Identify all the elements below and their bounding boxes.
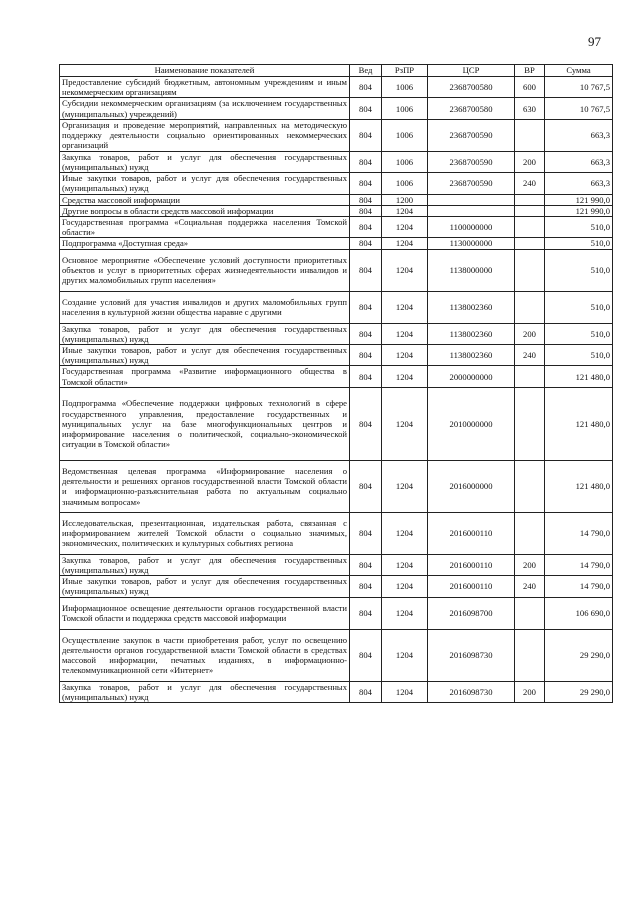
cell-csr: 1138002360 xyxy=(428,323,515,344)
cell-csr: 2368700580 xyxy=(428,98,515,119)
cell-sum: 510,0 xyxy=(545,238,613,249)
cell-rzpr: 1006 xyxy=(382,98,428,119)
table-row xyxy=(60,249,613,291)
cell-vr xyxy=(515,119,545,151)
cell-sum: 10 767,5 xyxy=(545,98,613,119)
cell-vr xyxy=(515,291,545,323)
cell-csr: 2368700590 xyxy=(428,173,515,194)
cell-rzpr: 1204 xyxy=(382,597,428,629)
cell-sum: 121 480,0 xyxy=(545,366,613,387)
cell-rzpr: 1200 xyxy=(382,194,428,205)
cell-csr: 1130000000 xyxy=(428,238,515,249)
table-row xyxy=(60,291,613,323)
cell-sum: 510,0 xyxy=(545,345,613,366)
cell-ved: 804 xyxy=(350,387,382,460)
cell-name: Иные закупки товаров, работ и услуг для обеспечения государственных (муниципальных) нужд xyxy=(60,173,350,194)
cell-name: Подпрограмма «Обеспечение поддержки цифровых технологий в сфере государственного управления, предоставление государственных и муниципальных услуг на базе многофункциональных центров и информирование населения о политической, социально-экономической ситуации в Томской области» xyxy=(60,387,350,460)
cell-rzpr: 1204 xyxy=(382,460,428,512)
cell-ved: 804 xyxy=(350,77,382,98)
cell-vr: 200 xyxy=(515,151,545,172)
cell-rzpr: 1204 xyxy=(382,576,428,597)
header-rzpr: РзПР xyxy=(382,65,428,77)
cell-csr: 2016000110 xyxy=(428,554,515,575)
cell-vr xyxy=(515,238,545,249)
cell-csr: 1100000000 xyxy=(428,217,515,238)
cell-sum: 510,0 xyxy=(545,323,613,344)
cell-rzpr: 1006 xyxy=(382,119,428,151)
cell-sum: 106 690,0 xyxy=(545,597,613,629)
cell-name: Закупка товаров, работ и услуг для обеспечения государственных (муниципальных) нужд xyxy=(60,151,350,172)
cell-csr: 2010000000 xyxy=(428,387,515,460)
cell-sum: 14 790,0 xyxy=(545,554,613,575)
cell-rzpr: 1204 xyxy=(382,387,428,460)
cell-vr: 240 xyxy=(515,173,545,194)
cell-name: Подпрограмма «Доступная среда» xyxy=(60,238,350,249)
cell-name: Предоставление субсидий бюджетным, автономным учреждениям и иным некоммерческим организациям xyxy=(60,77,350,98)
cell-vr xyxy=(515,597,545,629)
table-row xyxy=(60,512,613,554)
cell-csr: 1138000000 xyxy=(428,249,515,291)
cell-ved: 804 xyxy=(350,512,382,554)
cell-name: Исследовательская, презентационная, издательская работа, связанная с информированием жителей Томской области о социально значимых, экономических, политических и культурных событиях региона xyxy=(60,512,350,554)
cell-sum: 29 290,0 xyxy=(545,629,613,681)
table-row xyxy=(60,323,613,344)
cell-rzpr: 1204 xyxy=(382,249,428,291)
table-row xyxy=(60,217,613,238)
cell-rzpr: 1006 xyxy=(382,77,428,98)
cell-csr xyxy=(428,205,515,216)
cell-csr: 2016000000 xyxy=(428,460,515,512)
cell-rzpr: 1204 xyxy=(382,512,428,554)
cell-sum: 510,0 xyxy=(545,217,613,238)
table-row xyxy=(60,554,613,575)
cell-rzpr: 1204 xyxy=(382,681,428,702)
cell-vr xyxy=(515,460,545,512)
cell-ved: 804 xyxy=(350,576,382,597)
cell-sum: 121 480,0 xyxy=(545,460,613,512)
cell-vr: 240 xyxy=(515,576,545,597)
cell-ved: 804 xyxy=(350,345,382,366)
cell-name: Ведомственная целевая программа «Информирование населения о деятельности и решениях органов государственной власти Томской области и информационно-разъяснительная работа по актуальным социально значимым вопросам» xyxy=(60,460,350,512)
cell-vr: 200 xyxy=(515,681,545,702)
table-row xyxy=(60,629,613,681)
table-row xyxy=(60,98,613,119)
cell-vr: 630 xyxy=(515,98,545,119)
table-row xyxy=(60,238,613,249)
cell-rzpr: 1006 xyxy=(382,151,428,172)
cell-name: Другие вопросы в области средств массовой информации xyxy=(60,205,350,216)
cell-ved: 804 xyxy=(350,597,382,629)
cell-ved: 804 xyxy=(350,205,382,216)
cell-sum: 663,3 xyxy=(545,151,613,172)
cell-sum: 121 990,0 xyxy=(545,205,613,216)
cell-ved: 804 xyxy=(350,323,382,344)
table-row xyxy=(60,681,613,702)
header-sum: Сумма xyxy=(545,65,613,77)
cell-ved: 804 xyxy=(350,681,382,702)
cell-name: Средства массовой информации xyxy=(60,194,350,205)
cell-ved: 804 xyxy=(350,460,382,512)
table-row xyxy=(60,460,613,512)
cell-rzpr: 1006 xyxy=(382,173,428,194)
cell-rzpr: 1204 xyxy=(382,629,428,681)
budget-table xyxy=(59,64,613,703)
cell-ved: 804 xyxy=(350,366,382,387)
table-row xyxy=(60,576,613,597)
cell-name: Создание условий для участия инвалидов и других маломобильных групп населения в культурной жизни общества наравне с другими xyxy=(60,291,350,323)
cell-csr xyxy=(428,194,515,205)
cell-sum: 510,0 xyxy=(545,249,613,291)
cell-vr: 200 xyxy=(515,323,545,344)
cell-vr: 200 xyxy=(515,554,545,575)
cell-vr xyxy=(515,205,545,216)
cell-csr: 2016098700 xyxy=(428,597,515,629)
cell-csr: 2368700590 xyxy=(428,119,515,151)
cell-name: Организация и проведение мероприятий, направленных на методическую поддержку деятельности социально ориентированных некоммерческих организаций xyxy=(60,119,350,151)
cell-sum: 510,0 xyxy=(545,291,613,323)
table-row xyxy=(60,173,613,194)
cell-name: Информационное освещение деятельности органов государственной власти Томской области и поддержка средств массовой информации xyxy=(60,597,350,629)
cell-name: Иные закупки товаров, работ и услуг для обеспечения государственных (муниципальных) нужд xyxy=(60,576,350,597)
table-row xyxy=(60,119,613,151)
header-vr: ВР xyxy=(515,65,545,77)
cell-vr xyxy=(515,512,545,554)
cell-ved: 804 xyxy=(350,151,382,172)
cell-ved: 804 xyxy=(350,119,382,151)
header-ved: Вед xyxy=(350,65,382,77)
table-row xyxy=(60,387,613,460)
table-row xyxy=(60,205,613,216)
cell-vr: 600 xyxy=(515,77,545,98)
cell-sum: 121 990,0 xyxy=(545,194,613,205)
cell-ved: 804 xyxy=(350,194,382,205)
cell-ved: 804 xyxy=(350,291,382,323)
cell-ved: 804 xyxy=(350,249,382,291)
cell-sum: 663,3 xyxy=(545,173,613,194)
cell-ved: 804 xyxy=(350,217,382,238)
cell-ved: 804 xyxy=(350,629,382,681)
cell-vr xyxy=(515,387,545,460)
table-row xyxy=(60,366,613,387)
cell-vr xyxy=(515,366,545,387)
cell-ved: 804 xyxy=(350,554,382,575)
cell-ved: 804 xyxy=(350,238,382,249)
cell-sum: 10 767,5 xyxy=(545,77,613,98)
cell-ved: 804 xyxy=(350,173,382,194)
cell-csr: 2016000110 xyxy=(428,576,515,597)
header-name: Наименование показателей xyxy=(60,65,350,77)
cell-name: Субсидии некоммерческим организациям (за исключением государственных (муниципальных) учреждений) xyxy=(60,98,350,119)
cell-vr xyxy=(515,629,545,681)
table-header-row xyxy=(60,65,613,77)
cell-name: Закупка товаров, работ и услуг для обеспечения государственных (муниципальных) нужд xyxy=(60,681,350,702)
cell-vr xyxy=(515,217,545,238)
cell-rzpr: 1204 xyxy=(382,366,428,387)
cell-sum: 663,3 xyxy=(545,119,613,151)
cell-rzpr: 1204 xyxy=(382,323,428,344)
cell-csr: 2000000000 xyxy=(428,366,515,387)
cell-csr: 2368700580 xyxy=(428,77,515,98)
cell-name: Основное мероприятие «Обеспечение условий доступности приоритетных объектов и услуг в приоритетных сферах жизнедеятельности инвалидов и других маломобильных групп населения» xyxy=(60,249,350,291)
cell-csr: 2016000110 xyxy=(428,512,515,554)
cell-name: Закупка товаров, работ и услуг для обеспечения государственных (муниципальных) нужд xyxy=(60,554,350,575)
cell-name: Государственная программа «Развитие информационного общества в Томской области» xyxy=(60,366,350,387)
table-row xyxy=(60,77,613,98)
cell-vr: 240 xyxy=(515,345,545,366)
table-row xyxy=(60,151,613,172)
cell-rzpr: 1204 xyxy=(382,238,428,249)
cell-rzpr: 1204 xyxy=(382,554,428,575)
table-row xyxy=(60,194,613,205)
cell-name: Закупка товаров, работ и услуг для обеспечения государственных (муниципальных) нужд xyxy=(60,323,350,344)
cell-name: Иные закупки товаров, работ и услуг для обеспечения государственных (муниципальных) нужд xyxy=(60,345,350,366)
header-csr: ЦСР xyxy=(428,65,515,77)
cell-sum: 14 790,0 xyxy=(545,512,613,554)
page-number: 97 xyxy=(588,34,601,49)
cell-name: Государственная программа «Социальная поддержка населения Томской области» xyxy=(60,217,350,238)
cell-sum: 29 290,0 xyxy=(545,681,613,702)
cell-rzpr: 1204 xyxy=(382,291,428,323)
cell-csr: 1138002360 xyxy=(428,291,515,323)
cell-csr: 2016098730 xyxy=(428,681,515,702)
cell-rzpr: 1204 xyxy=(382,345,428,366)
cell-csr: 2016098730 xyxy=(428,629,515,681)
cell-vr xyxy=(515,249,545,291)
cell-sum: 14 790,0 xyxy=(545,576,613,597)
table-row xyxy=(60,597,613,629)
cell-csr: 1138002360 xyxy=(428,345,515,366)
table-row xyxy=(60,345,613,366)
cell-ved: 804 xyxy=(350,98,382,119)
cell-vr xyxy=(515,194,545,205)
cell-csr: 2368700590 xyxy=(428,151,515,172)
cell-name: Осуществление закупок в части приобретения работ, услуг по освещению деятельности органов государственной власти Томской области в средствах массовой информации, печатных изданиях, в информационно-телекоммуникационной сети «Интернет» xyxy=(60,629,350,681)
cell-sum: 121 480,0 xyxy=(545,387,613,460)
cell-rzpr: 1204 xyxy=(382,205,428,216)
cell-rzpr: 1204 xyxy=(382,217,428,238)
